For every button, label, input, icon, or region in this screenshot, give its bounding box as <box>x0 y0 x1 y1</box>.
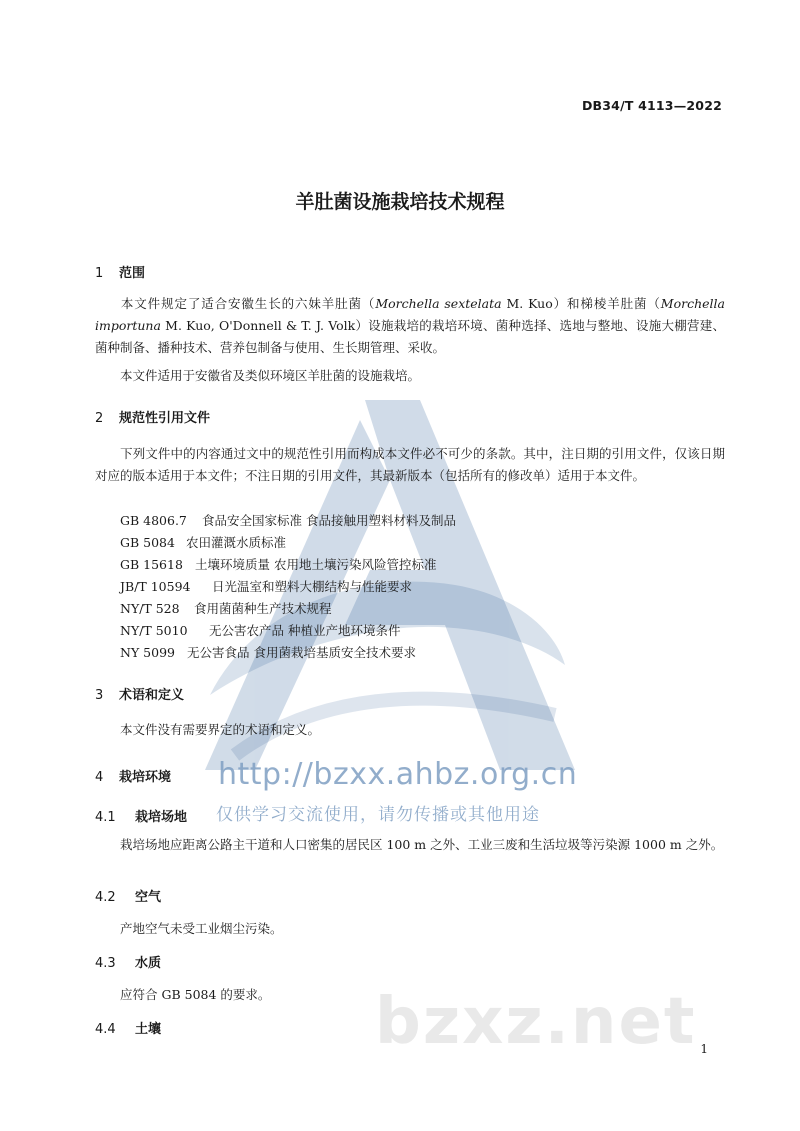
subsection-heading-4-1 <box>95 806 187 825</box>
document-code: DB34/T 4113—2022 <box>581 98 722 113</box>
section-title: 水质 <box>135 956 162 971</box>
watermark-site: bzxz.net <box>375 985 697 1059</box>
reference-title: 无公害农产品 种植业产地环境条件 <box>209 623 401 638</box>
section-title: 栽培环境 <box>119 770 172 785</box>
paragraph-scope-applicability <box>95 365 725 387</box>
reference-title: 农田灌溉水质标准 <box>186 535 287 550</box>
text-run: 下列文件中的内容通过文中的规范性引用而构成本文件必不可少的条款。其中，注日期的引用文件，仅该日期对应的版本适用于本文件；不注日期的引用文件，其最新版本（包括所有的修改单）适用于本文件。 <box>95 446 725 483</box>
scientific-name: Morchella sextelata <box>375 296 502 311</box>
watermark-note: 仅供学习交流使用，请勿传播或其他用途 <box>216 805 540 825</box>
section-heading-2 <box>95 407 210 426</box>
reference-item <box>120 576 412 598</box>
reference-item <box>120 598 332 620</box>
scientific-name: Morchella <box>660 296 725 311</box>
section-number: 4.2 <box>95 890 116 905</box>
text-run: 栽培场地应距离公路主干道和人口密集的居民区 100 m 之外、工业三废和生活垃圾等污染源 1000 m 之外。 <box>120 837 724 852</box>
text-run: 本文件规定了适合安徽生长的六妹羊肚菌（ <box>120 296 376 311</box>
section-number: 4.1 <box>95 810 116 825</box>
reference-item <box>120 642 416 664</box>
subsection-heading-4-2 <box>95 886 161 905</box>
subsection-heading-4-4 <box>95 1018 161 1037</box>
reference-code: GB 15618 <box>120 557 183 572</box>
reference-item <box>120 510 456 532</box>
reference-title: 食用菌菌种生产技术规程 <box>194 601 332 616</box>
section-title: 规范性引用文件 <box>119 411 211 426</box>
text-run: 本文件没有需要界定的术语和定义。 <box>120 722 321 737</box>
page-title: 羊肚菌设施栽培技术规程 <box>295 191 505 213</box>
section-heading-1 <box>95 262 145 281</box>
reference-item <box>120 532 286 554</box>
text-run: M. Kuo）和梯棱羊肚菌（ <box>501 296 661 311</box>
section-title: 范围 <box>119 266 146 281</box>
reference-title: 日光温室和塑料大棚结构与性能要求 <box>212 579 413 594</box>
reference-code: NY/T 5010 <box>120 623 188 638</box>
section-number: 4.4 <box>95 1022 116 1037</box>
page-number: 1 <box>700 1042 708 1056</box>
text-run: 应符合 GB 5084 的要求。 <box>120 987 271 1002</box>
section-number: 4.3 <box>95 956 116 971</box>
paragraph-scope <box>95 293 725 359</box>
section-title: 术语和定义 <box>119 688 185 703</box>
reference-code: GB 5084 <box>120 535 175 550</box>
reference-title: 土壤环境质量 农用地土壤污染风险管控标准 <box>195 557 437 572</box>
paragraph-site <box>95 834 725 856</box>
reference-code: JB/T 10594 <box>120 579 191 594</box>
section-title: 栽培场地 <box>135 810 188 825</box>
section-number: 4 <box>95 770 104 785</box>
section-heading-3 <box>95 684 184 703</box>
text-run: 本文件适用于安徽省及类似环境区羊肚菌的设施栽培。 <box>120 368 421 383</box>
section-number: 3 <box>95 688 104 703</box>
paragraph-normative-refs <box>95 443 725 487</box>
reference-code: GB 4806.7 <box>120 513 187 528</box>
reference-title: 无公害食品 食用菌栽培基质安全技术要求 <box>187 645 416 660</box>
section-heading-4 <box>95 766 171 785</box>
reference-item <box>120 554 436 576</box>
section-number: 1 <box>95 266 104 281</box>
reference-title: 食品安全国家标准 食品接触用塑料材料及制品 <box>202 513 456 528</box>
section-title: 空气 <box>135 890 162 905</box>
text-run: M. Kuo, O'Donnell & T. J. Volk）设施栽培的栽培环境、菌种选择、选地与整地、设施大棚营建、菌种制备、播种技术、营养包制备与使用、生长期管理、采收。 <box>95 318 725 355</box>
reference-code: NY 5099 <box>120 645 175 660</box>
subsection-heading-4-3 <box>95 952 161 971</box>
section-number: 2 <box>95 411 104 426</box>
paragraph-terms <box>95 719 725 741</box>
reference-item <box>120 620 400 642</box>
watermark-url: http://bzxx.ahbz.org.cn <box>218 757 578 792</box>
section-title: 土壤 <box>135 1022 162 1037</box>
scientific-name: importuna <box>95 318 161 333</box>
reference-code: NY/T 528 <box>120 601 180 616</box>
paragraph-air <box>95 918 725 940</box>
text-run: 产地空气未受工业烟尘污染。 <box>120 921 283 936</box>
